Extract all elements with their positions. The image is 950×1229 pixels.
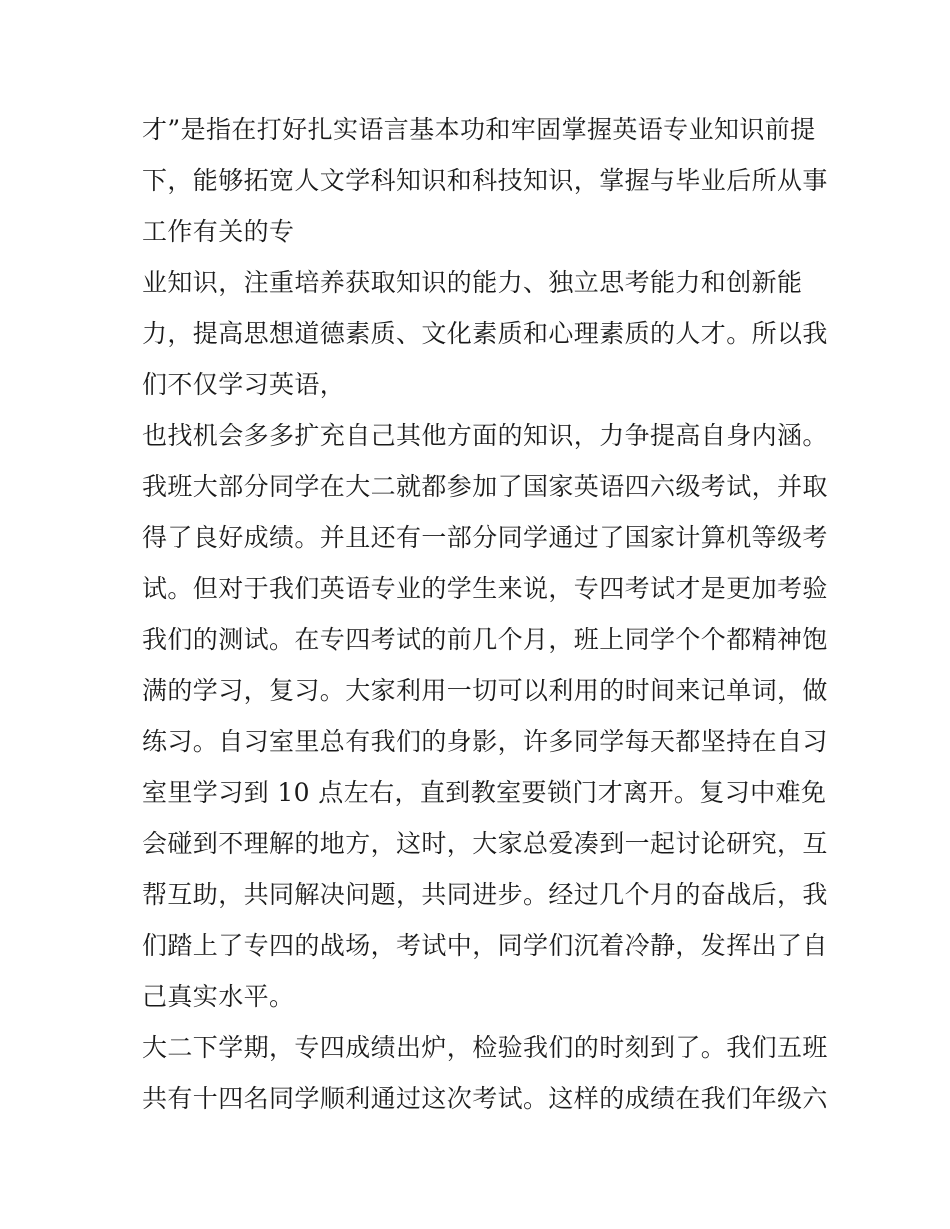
text-line: 也找机会多多扩充自己其他方面的知识，力争提高自身内涵。 <box>142 421 828 450</box>
text-line: 满的学习，复习。大家利用一切可以利用的时间来记单词，做 <box>142 676 828 705</box>
text-line: 业知识，注重培养获取知识的能力、独立思考能力和创新能 <box>142 268 803 297</box>
text-line: 我班大部分同学在大二就都参加了国家英语四六级考试，并取 <box>142 472 828 501</box>
text-line: 力，提高思想道德素质、文化素质和心理素质的人才。所以我 <box>142 319 828 348</box>
text-line: 大二下学期，专四成绩出炉，检验我们的时刻到了。我们五班 <box>142 1033 828 1062</box>
text-line: 共有十四名同学顺利通过这次考试。这样的成绩在我们年级六 <box>142 1084 828 1113</box>
text-line: 得了良好成绩。并且还有一部分同学通过了国家计算机等级考 <box>142 523 828 552</box>
text-line: 我们的测试。在专四考试的前几个月，班上同学个个都精神饱 <box>142 625 828 654</box>
text-line: 们踏上了专四的战场，考试中，同学们沉着冷静，发挥出了自 <box>142 931 828 960</box>
body-text <box>142 104 828 1124</box>
text-line: 们不仅学习英语， <box>142 370 346 399</box>
text-line: 才”是指在打好扎实语言基本功和牢固掌握英语专业知识前提 <box>142 115 816 144</box>
text-line: 工作有关的专 <box>142 217 295 246</box>
text-line: 室里学习到 10 点左右，直到教室要锁门才离开。复习中难免 <box>142 778 827 807</box>
text-line: 试。但对于我们英语专业的学生来说，专四考试才是更加考验 <box>142 574 828 603</box>
text-line: 帮互助，共同解决问题，共同进步。经过几个月的奋战后，我 <box>142 880 828 909</box>
text-line: 会碰到不理解的地方，这时，大家总爱凑到一起讨论研究，互 <box>142 829 828 858</box>
text-line: 己真实水平。 <box>142 982 295 1011</box>
text-line: 练习。自习室里总有我们的身影，许多同学每天都坚持在自习 <box>142 727 828 756</box>
text-line: 下，能够拓宽人文学科知识和科技知识，掌握与毕业后所从事 <box>142 166 828 195</box>
